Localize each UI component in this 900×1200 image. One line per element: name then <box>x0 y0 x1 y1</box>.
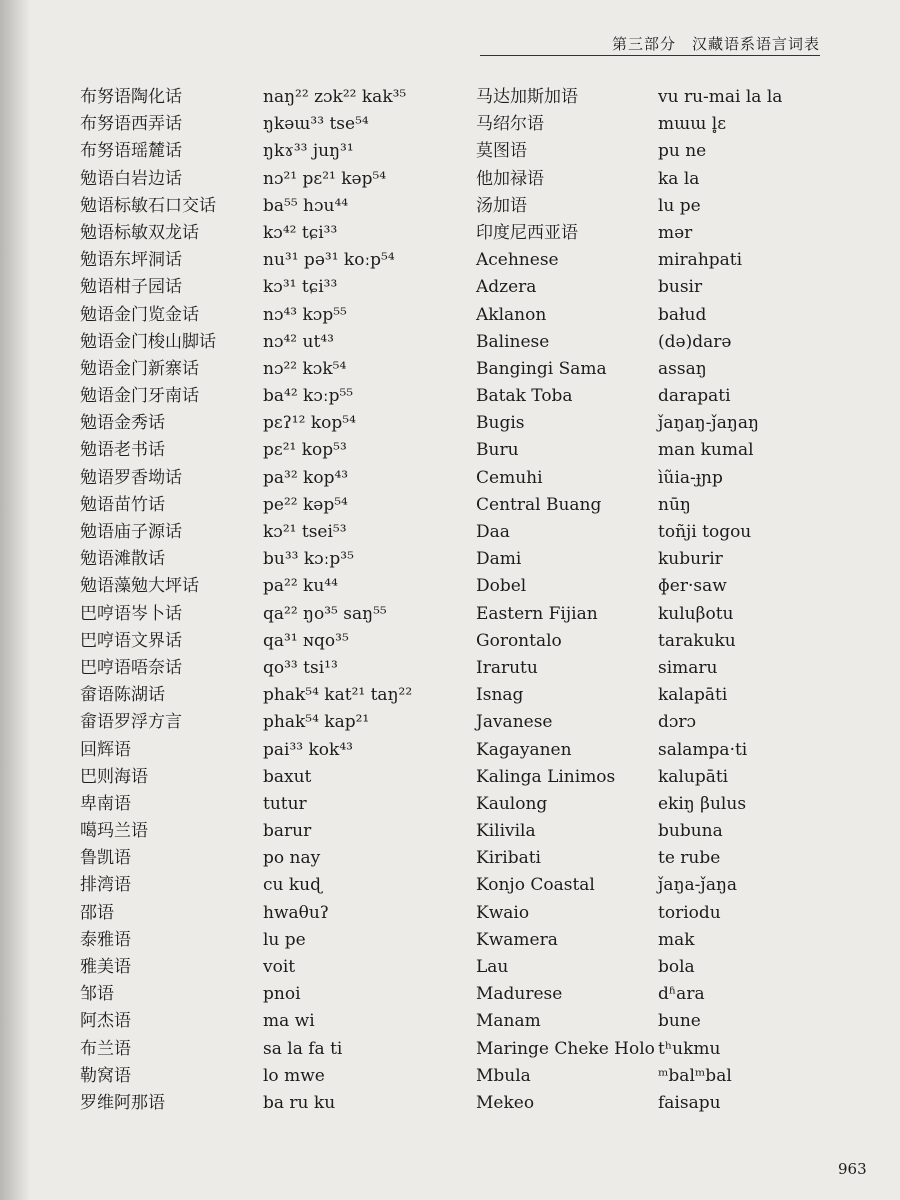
language-name: 巴哼语唔奈话 <box>80 657 182 678</box>
language-name: 勉语藻勉大坪话 <box>80 576 199 597</box>
word-form: nūŋ <box>658 494 691 515</box>
language-name: Central Buang <box>476 494 602 515</box>
word-form: bu³³ kɔːp³⁵ <box>263 549 354 570</box>
language-name: 勉语滩散话 <box>80 549 165 570</box>
page-gutter-shadow <box>0 0 30 1200</box>
word-form: ekiŋ βulus <box>658 793 747 814</box>
word-form: mər <box>658 222 693 243</box>
word-form: pai³³ kok⁴³ <box>263 739 353 760</box>
word-form: nu³¹ pə³¹ koːp⁵⁴ <box>263 250 395 271</box>
word-form: ǰaŋaŋ-ǰaŋaŋ <box>658 413 759 434</box>
language-name: 勉语标敏双龙话 <box>80 222 199 243</box>
word-form: kɔ⁴² tɕi³³ <box>263 222 338 243</box>
word-form: qo³³ tsi¹³ <box>263 657 338 678</box>
language-name: 勉语金门牙南话 <box>80 386 199 407</box>
right-language-column <box>476 84 686 1117</box>
header-rule <box>480 55 820 56</box>
language-name: Lau <box>476 957 509 977</box>
word-form: kɔ³¹ tɕi³³ <box>263 277 338 298</box>
word-form: bune <box>658 1011 701 1032</box>
word-form: kuburir <box>658 549 723 570</box>
language-name: Adzera <box>476 277 537 298</box>
language-name: 他加禄语 <box>476 168 544 189</box>
language-name: Maringe Cheke Holo <box>476 1038 655 1059</box>
language-name: Kiribati <box>476 848 541 869</box>
word-form: pɛʔ¹² kop⁵⁴ <box>263 413 356 434</box>
word-form: pnoi <box>263 984 301 1005</box>
language-name: Javanese <box>476 712 553 733</box>
language-name: 勉语罗香坳话 <box>80 467 182 488</box>
language-name: 排湾语 <box>80 875 131 896</box>
language-name: 勉语标敏石口交话 <box>80 195 216 216</box>
language-name: Buru <box>476 440 519 461</box>
word-form: darapati <box>658 386 731 407</box>
language-name: Irarutu <box>476 657 538 678</box>
word-form: hwaθuʔ <box>263 902 329 923</box>
language-name: 布努语西弄话 <box>80 114 182 135</box>
word-form: barur <box>263 821 312 842</box>
word-form: toñji togou <box>658 522 752 542</box>
word-form: ma wi <box>263 1011 315 1032</box>
language-name: Manam <box>476 1011 541 1032</box>
language-name: 勉语老书话 <box>80 440 165 461</box>
language-name: Mekeo <box>476 1092 535 1113</box>
language-name: Bugis <box>476 413 525 434</box>
language-name: 勉语东坪洞话 <box>80 250 182 271</box>
word-form: tʰukmu <box>658 1038 721 1059</box>
word-form: ba ru ku <box>263 1092 336 1113</box>
word-form: ŋkəɯ³³ tse⁵⁴ <box>263 114 369 135</box>
word-form: kuluβotu <box>658 603 734 624</box>
word-form: pe²² kəp⁵⁴ <box>263 494 348 515</box>
language-name: 勒窝语 <box>80 1065 131 1086</box>
word-form: ǰaŋa-ǰaŋa <box>658 875 738 896</box>
word-form: ŋkɤ³³ juŋ³¹ <box>263 141 354 162</box>
word-form: nɔ²¹ pɛ²¹ kəp⁵⁴ <box>263 168 387 189</box>
language-name: 勉语苗竹话 <box>80 494 165 515</box>
word-form: busir <box>658 277 703 298</box>
word-form: kɔ²¹ tsei⁵³ <box>263 522 347 542</box>
language-name: Kalinga Linimos <box>476 766 616 787</box>
word-form: (də)darə <box>658 331 732 352</box>
language-name: Dobel <box>476 576 527 597</box>
left-word-column <box>263 84 473 1117</box>
language-name: 勉语金秀话 <box>80 413 165 434</box>
word-form: kalapāti <box>658 685 728 706</box>
word-form: assaŋ <box>658 358 707 379</box>
word-form: vu ru-mai la la <box>658 87 783 107</box>
word-form: phak⁵⁴ kap²¹ <box>263 712 370 733</box>
word-form: ba⁴² kɔːp⁵⁵ <box>263 386 354 407</box>
language-name: 马达加斯加语 <box>476 87 578 107</box>
language-name: 雅美语 <box>80 957 131 977</box>
language-name: 畲语罗浮方言 <box>80 712 182 733</box>
word-form: ᵐbalᵐbal <box>658 1065 732 1086</box>
language-name: Daa <box>476 522 510 542</box>
language-name: 邵语 <box>80 902 114 923</box>
word-form: ba⁵⁵ hɔu⁴⁴ <box>263 195 349 216</box>
word-form: pa²² ku⁴⁴ <box>263 576 338 597</box>
word-form: naŋ²² zɔk²² kak³⁵ <box>263 87 407 107</box>
word-form: po nay <box>263 848 321 869</box>
language-name: 畲语陈湖话 <box>80 685 165 706</box>
word-form: qa³¹ ɴqo³⁵ <box>263 630 349 651</box>
language-name: Balinese <box>476 331 550 352</box>
language-name: 回辉语 <box>80 739 131 760</box>
word-form: lu pe <box>263 929 306 950</box>
word-form: baxut <box>263 766 312 787</box>
language-name: 勉语金门梭山脚话 <box>80 331 216 352</box>
word-form: pu ne <box>658 141 707 162</box>
language-name: 印度尼西亚语 <box>476 222 578 243</box>
word-form: mirahpati <box>658 250 743 271</box>
language-name: 勉语金门览金话 <box>80 304 199 325</box>
word-form: voit <box>263 957 296 977</box>
word-form: cu kuɖ <box>263 875 322 896</box>
running-header: 第三部分 汉藏语系语言词表 <box>611 35 820 53</box>
word-form: sa la fa ti <box>263 1038 343 1059</box>
word-form: lu pe <box>658 195 701 216</box>
word-form: qa²² ŋo³⁵ saŋ⁵⁵ <box>263 603 387 624</box>
language-name: Cemuhi <box>476 467 543 488</box>
language-name: Gorontalo <box>476 630 562 651</box>
word-form: man kumal <box>658 440 754 461</box>
language-name: Mbula <box>476 1065 531 1086</box>
word-form: salampa·ti <box>658 739 748 760</box>
word-form: lo mwe <box>263 1065 325 1086</box>
language-name: 邹语 <box>80 984 114 1005</box>
word-form: dɔrɔ <box>658 712 697 733</box>
language-name: Bangingi Sama <box>476 358 607 379</box>
language-name: Kwaio <box>476 902 530 923</box>
word-form: ɸer·saw <box>658 576 727 597</box>
language-name: Konjo Coastal <box>476 875 595 896</box>
language-name: 巴哼语文界话 <box>80 630 182 651</box>
language-name: Dami <box>476 549 522 570</box>
left-language-column <box>80 84 290 1117</box>
word-form: pa³² kop⁴³ <box>263 467 349 488</box>
language-name: Kilivila <box>476 821 536 842</box>
language-name: Eastern Fijian <box>476 603 598 624</box>
word-form: ìũia-ɟɲp <box>658 467 723 488</box>
word-form: nɔ⁴² ut⁴³ <box>263 331 334 352</box>
right-word-column <box>658 84 868 1117</box>
word-form: mɯɯ l̥ɛ <box>658 114 727 135</box>
word-form: nɔ⁴³ kɔp⁵⁵ <box>263 304 347 325</box>
word-form: simaru <box>658 657 718 678</box>
language-name: Kaulong <box>476 793 548 814</box>
language-name: 噶玛兰语 <box>80 821 148 842</box>
word-form: kalupāti <box>658 766 729 787</box>
word-form: bubuna <box>658 821 723 842</box>
language-name: Kagayanen <box>476 739 572 760</box>
language-name: 布努语陶化话 <box>80 87 182 107</box>
word-form: phak⁵⁴ kat²¹ taŋ²² <box>263 685 413 706</box>
language-name: 布努语瑶麓话 <box>80 141 182 162</box>
word-form: dʱara <box>658 984 705 1005</box>
word-form: ka la <box>658 168 700 189</box>
word-form: toriodu <box>658 902 721 923</box>
word-form: pɛ²¹ kop⁵³ <box>263 440 347 461</box>
language-name: 泰雅语 <box>80 929 131 950</box>
language-name: 鲁凯语 <box>80 848 131 869</box>
word-form: tutur <box>263 793 307 814</box>
word-form: nɔ²² kɔk⁵⁴ <box>263 358 347 379</box>
word-form: bałud <box>658 304 707 325</box>
language-name: 莫图语 <box>476 141 527 162</box>
language-name: 汤加语 <box>476 195 527 216</box>
word-form: te rube <box>658 848 721 869</box>
page-number: 963 <box>838 1160 867 1178</box>
language-name: 勉语柑子园话 <box>80 277 182 298</box>
language-name: 勉语金门新寨话 <box>80 358 199 379</box>
language-name: Kwamera <box>476 929 558 950</box>
language-name: 阿杰语 <box>80 1011 131 1032</box>
language-name: 勉语庙子源话 <box>80 522 182 542</box>
word-form: faisapu <box>658 1092 721 1113</box>
language-name: 勉语白岩边话 <box>80 168 182 189</box>
language-name: 巴哼语岑卜话 <box>80 603 182 624</box>
language-name: Batak Toba <box>476 386 573 407</box>
language-name: 卑南语 <box>80 793 131 814</box>
language-name: Acehnese <box>476 250 559 271</box>
language-name: 巴则海语 <box>80 766 148 787</box>
language-name: 马绍尔语 <box>476 114 544 135</box>
language-name: 布兰语 <box>80 1038 131 1059</box>
word-form: bola <box>658 957 695 977</box>
language-name: 罗维阿那语 <box>80 1092 165 1113</box>
language-name: Isnag <box>476 685 524 706</box>
language-name: Madurese <box>476 984 563 1005</box>
word-form: tarakuku <box>658 630 736 651</box>
language-name: Aklanon <box>476 304 547 325</box>
word-form: mak <box>658 929 695 950</box>
